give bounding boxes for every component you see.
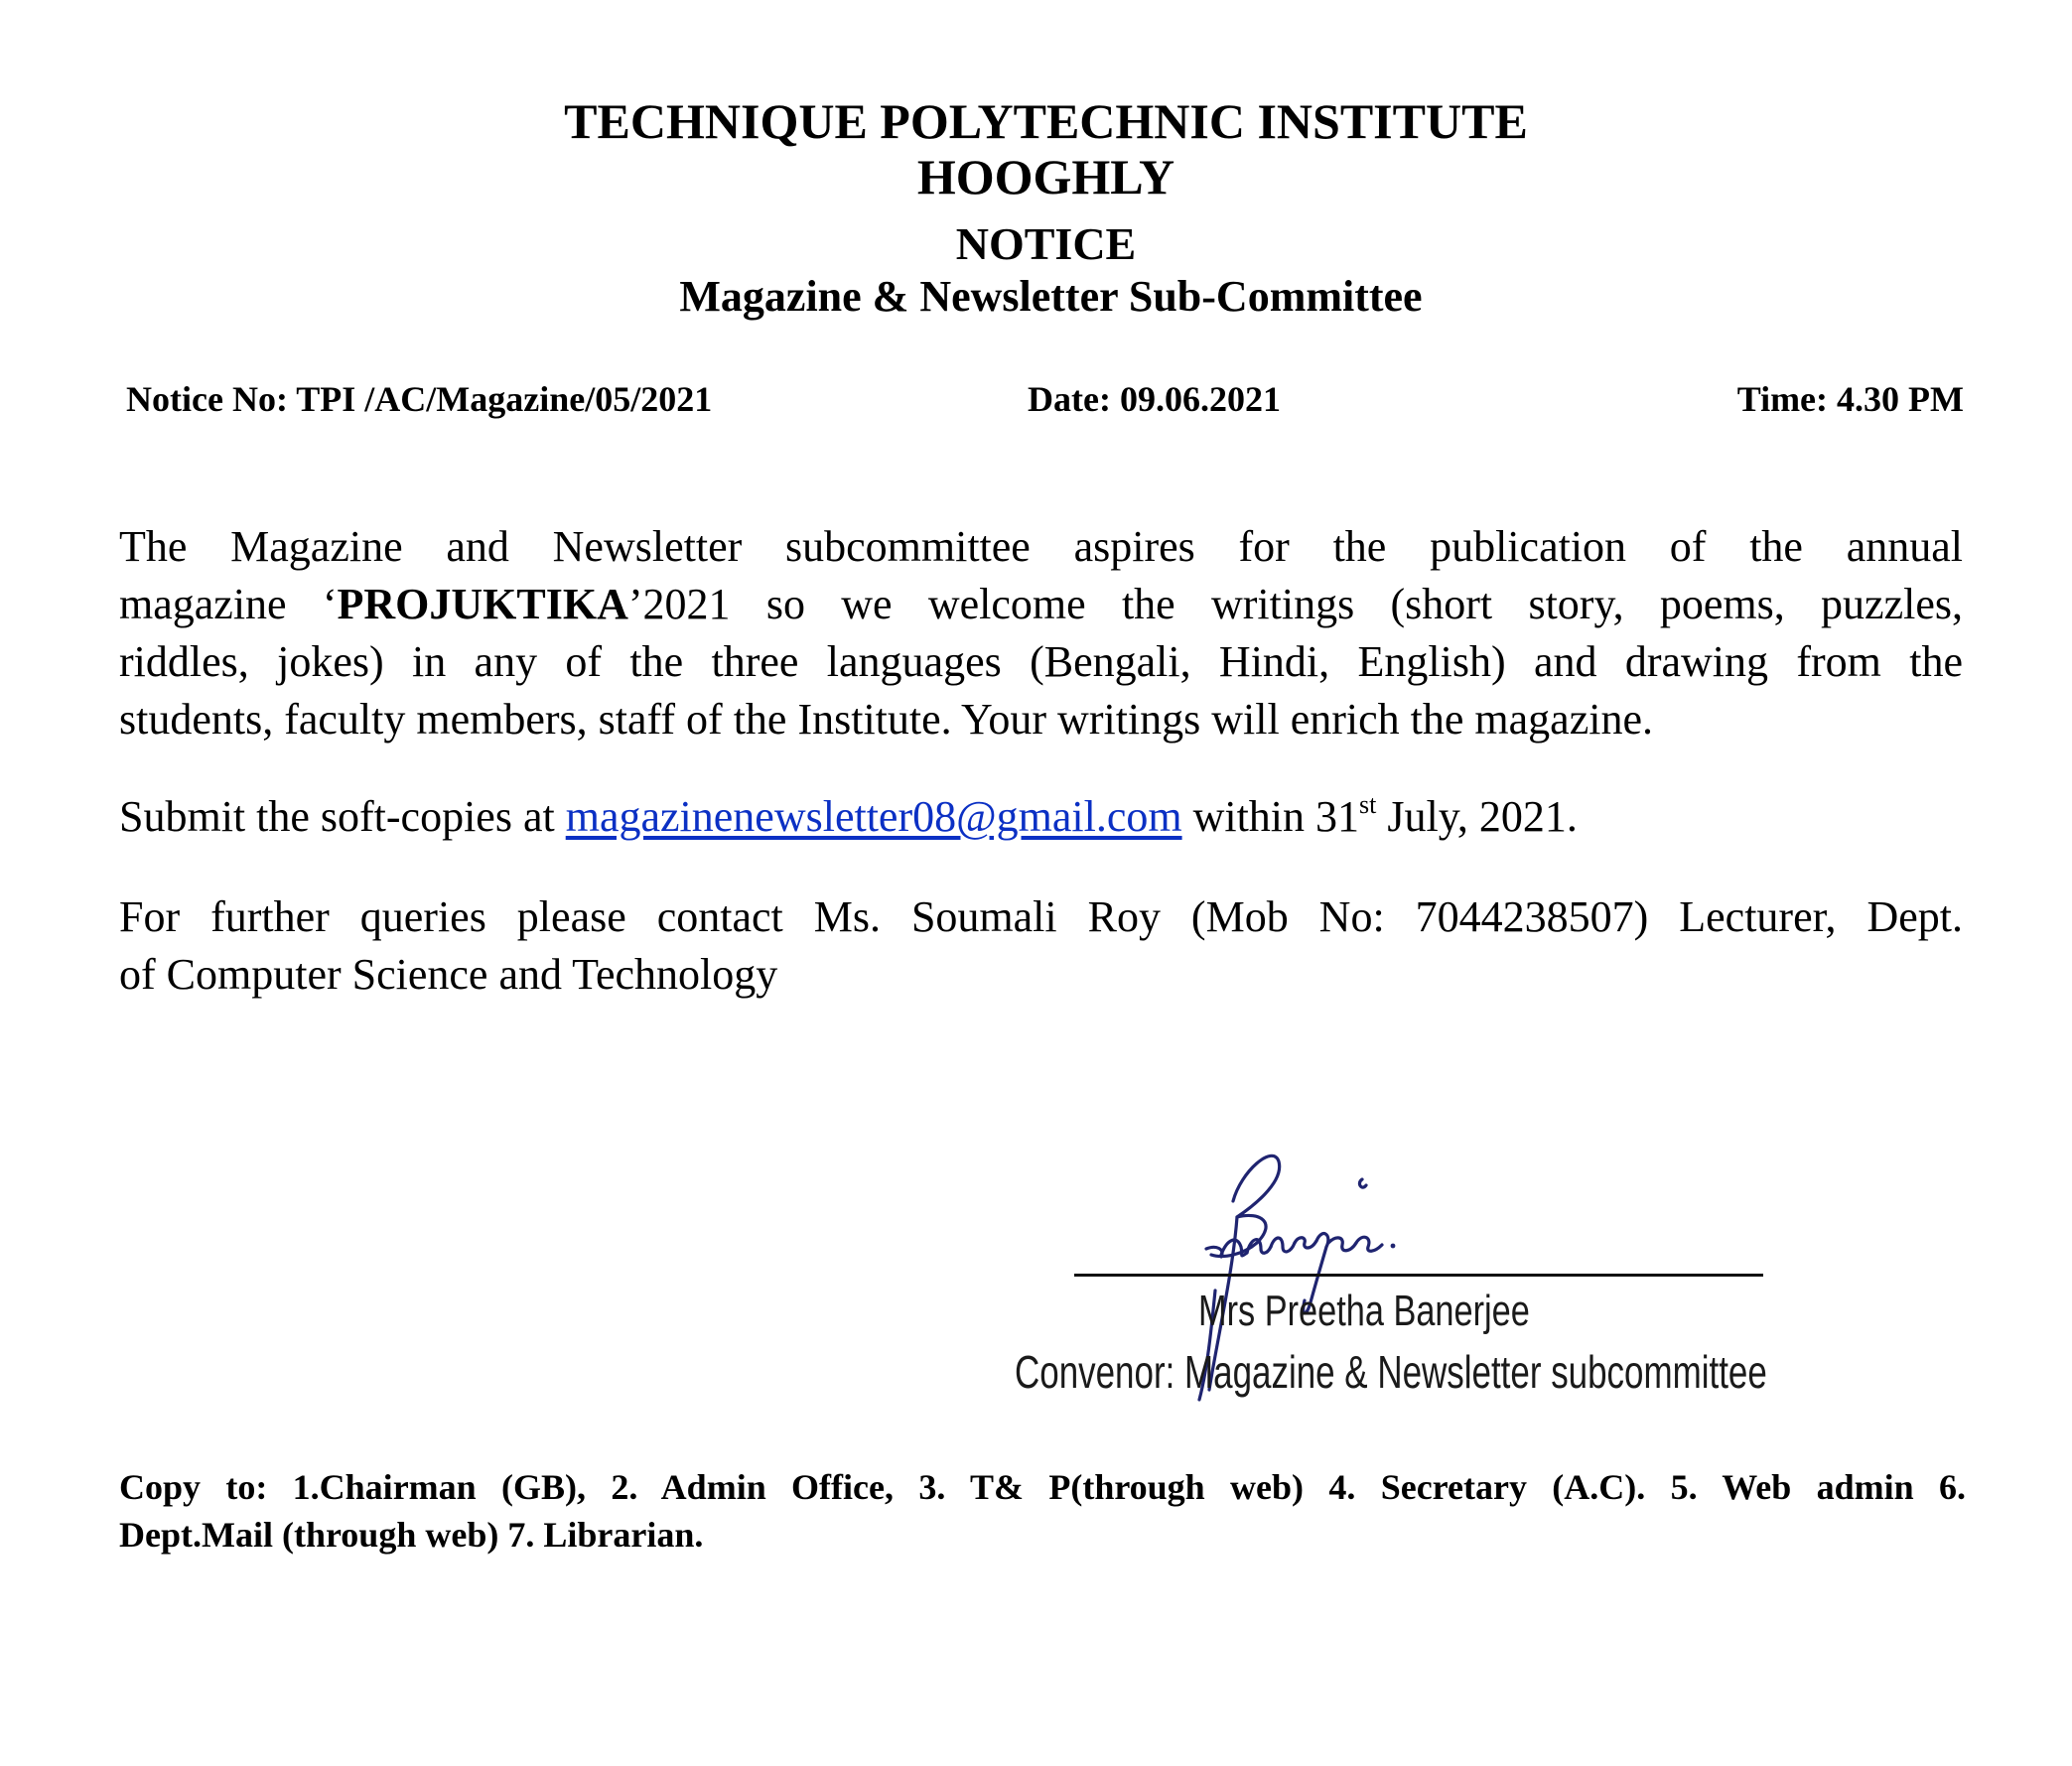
copy-to-list [119,1463,1966,1559]
paragraph-text: ’2021 so we welcome the writings (short story, poems, puzzles, [627,580,1963,628]
institute-location: HOOGHLY [916,149,1175,204]
committee-heading: Magazine & Newsletter Sub-Committee [679,272,1423,321]
paragraph-line [119,576,1963,633]
notice-number: Notice No: TPI /AC/Magazine/05/2021 [126,379,713,419]
notice-heading: NOTICE [955,218,1137,269]
notice-date: Date: 09.06.2021 [1028,379,1281,419]
institute-name: TECHNIQUE POLYTECHNIC INSTITUTE [564,93,1528,149]
paragraph-line: The Magazine and Newsletter subcommittee aspires for the publication of the annual [119,522,1963,571]
submission-email-link[interactable]: magazinenewsletter08@gmail.com [565,792,1182,841]
signatory-name: Mrs Preetha Banerjee [1198,1287,1530,1335]
signatory-role: Convenor: Magazine & Newsletter subcommittee [1015,1346,1767,1398]
signature-block [1013,1132,1807,1415]
body-paragraph-intro [119,518,1963,748]
copy-to-line: Copy to: 1.Chairman (GB), 2. Admin Office, 3. T& P(through web) 4. Secretary (A.C). 5. Web admin 6. [119,1467,1966,1507]
paragraph-text: July, 2021. [1376,792,1578,841]
body-paragraph-contact [119,888,1963,1004]
paragraph-text: Submit the soft-copies at [119,792,566,841]
notice-time: Time: 4.30 PM [1736,379,1964,419]
magazine-name: PROJUKTIKA [337,580,628,628]
paragraph-line: students, faculty members, staff of the Institute. Your writings will enrich the magazine. [119,695,1653,744]
paragraph-line: riddles, jokes) in any of the three languages (Bengali, Hindi, English) and drawing from the [119,637,1963,686]
copy-to-line: Dept.Mail (through web) 7. Librarian. [119,1515,704,1555]
paragraph-text: within 31 [1181,792,1360,841]
paragraph-line: of Computer Science and Technology [119,950,778,999]
signature-line [1074,1274,1763,1277]
paragraph-line: For further queries please contact Ms. Soumali Roy (Mob No: 7044238507) Lecturer, Dept. [119,892,1963,941]
paragraph-text: magazine ‘ [119,580,338,628]
body-paragraph-submission [119,788,1963,846]
date-ordinal-suffix: st [1359,790,1377,819]
